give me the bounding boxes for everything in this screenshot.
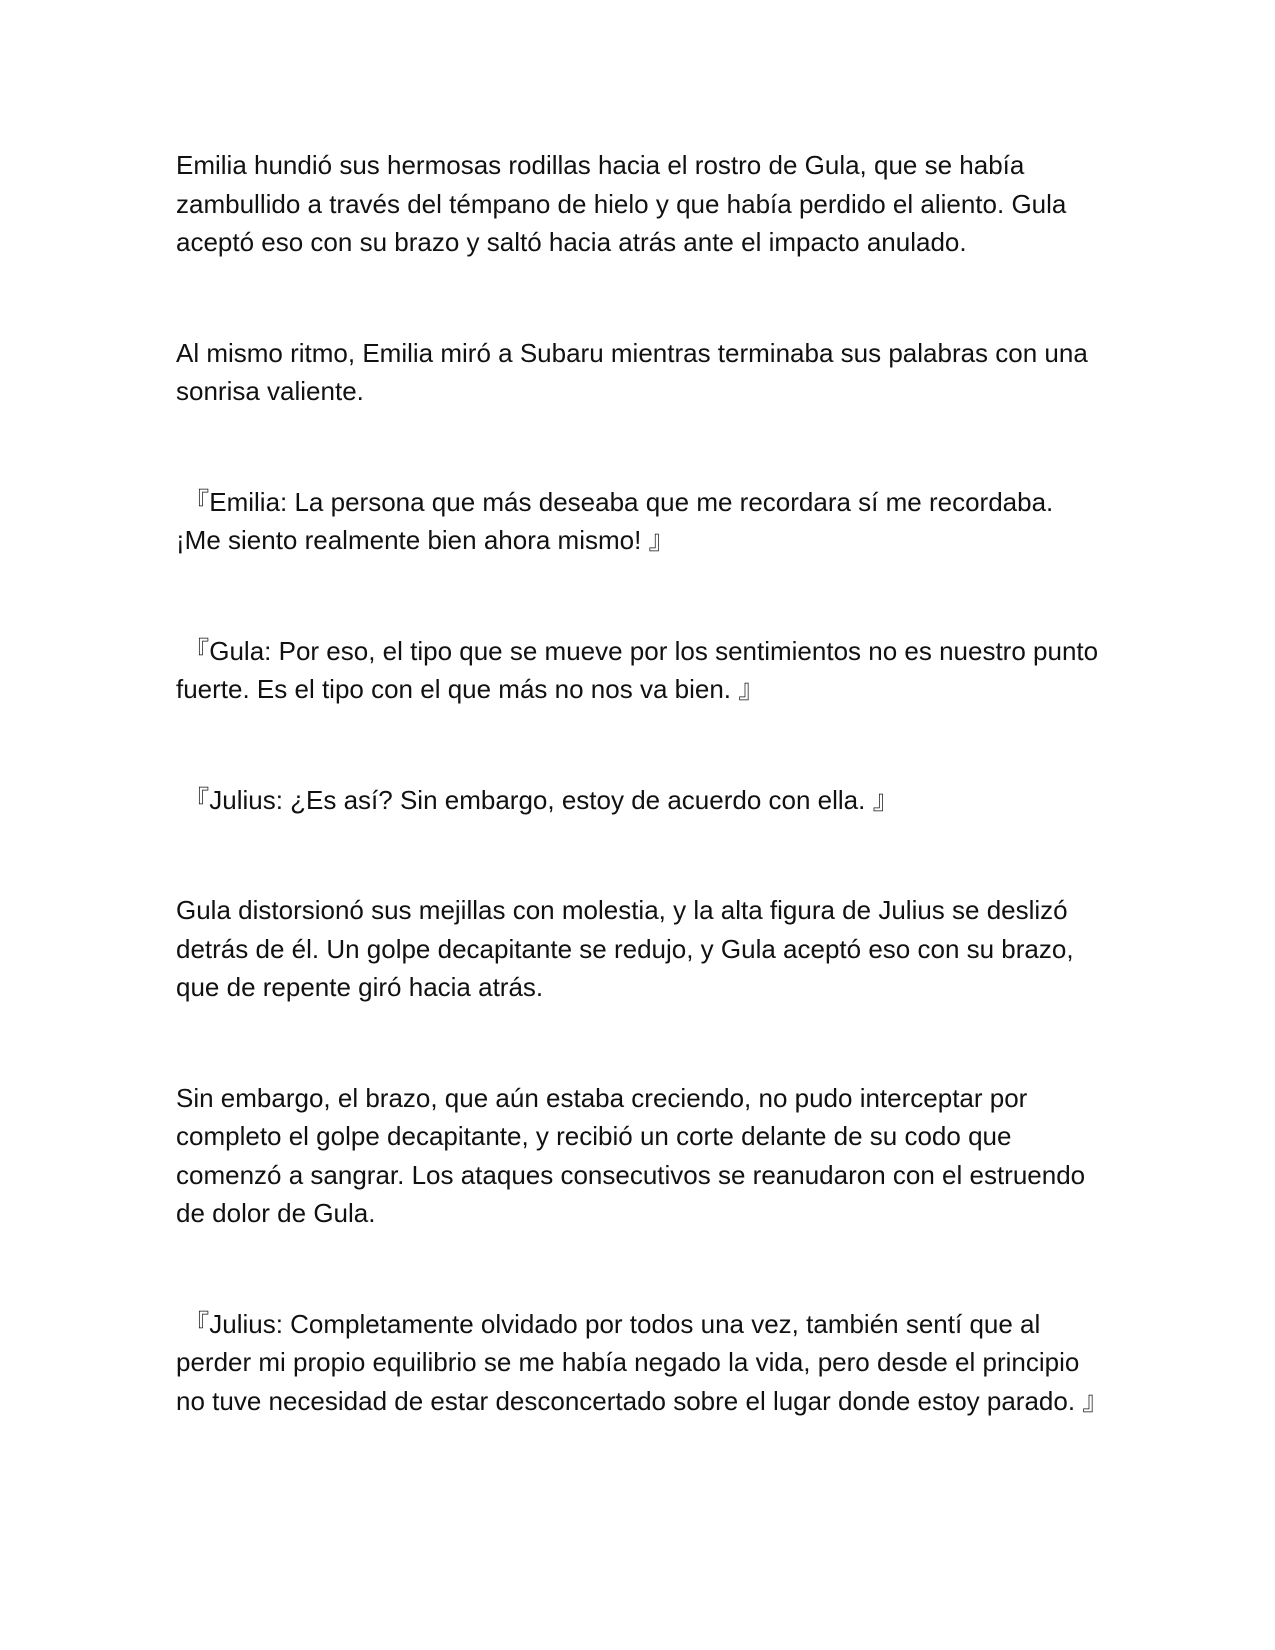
dialogue-gula: 『Gula: Por eso, el tipo que se mueve por los sentimientos no es nuestro punto fuerte. Es el tipo con el que más no nos va bien. 』 (176, 635, 1106, 704)
paragraph-7: Sin embargo, el brazo, que aún estaba creciendo, no pudo interceptar por completo el golpe decapitante, y recibió un corte delante de su codo que comenzó a sangrar. Los ataques consecutivos se reanudaron con el estruendo de dolor de Gula. (176, 1082, 1093, 1228)
dialogue-julius-2: 『Julius: Completamente olvidado por todos una vez, también sentí que al perder mi propio equilibrio se me había negado la vida, pero desde el principio no tuve necesidad de estar desconcertado sobre el lugar donde estoy parado. 』 (176, 1308, 1109, 1416)
document-body (176, 146, 1109, 1420)
paragraph-2: Al mismo ritmo, Emilia miró a Subaru mientras terminaba sus palabras con una sonrisa valiente. (176, 337, 1096, 406)
dialogue-julius-1: 『Julius: ¿Es así? Sin embargo, estoy de acuerdo con ella. 』 (176, 784, 899, 815)
dialogue-emilia: 『Emilia: La persona que más deseaba que me recordara sí me recordaba. ¡Me siento realmente bien ahora mismo! 』 (176, 486, 1061, 555)
paragraph-6: Gula distorsionó sus mejillas con molestia, y la alta figura de Julius se deslizó detrás de él. Un golpe decapitante se redujo, y Gula aceptó eso con su brazo, que de repente giró hacia atrás. (176, 895, 1081, 1002)
paragraph-1: Emilia hundió sus hermosas rodillas hacia el rostro de Gula, que se había zambullido a través del témpano de hielo y que había perdido el aliento. Gula aceptó eso con su brazo y saltó hacia atrás ante el impacto anulado. (176, 150, 1074, 257)
